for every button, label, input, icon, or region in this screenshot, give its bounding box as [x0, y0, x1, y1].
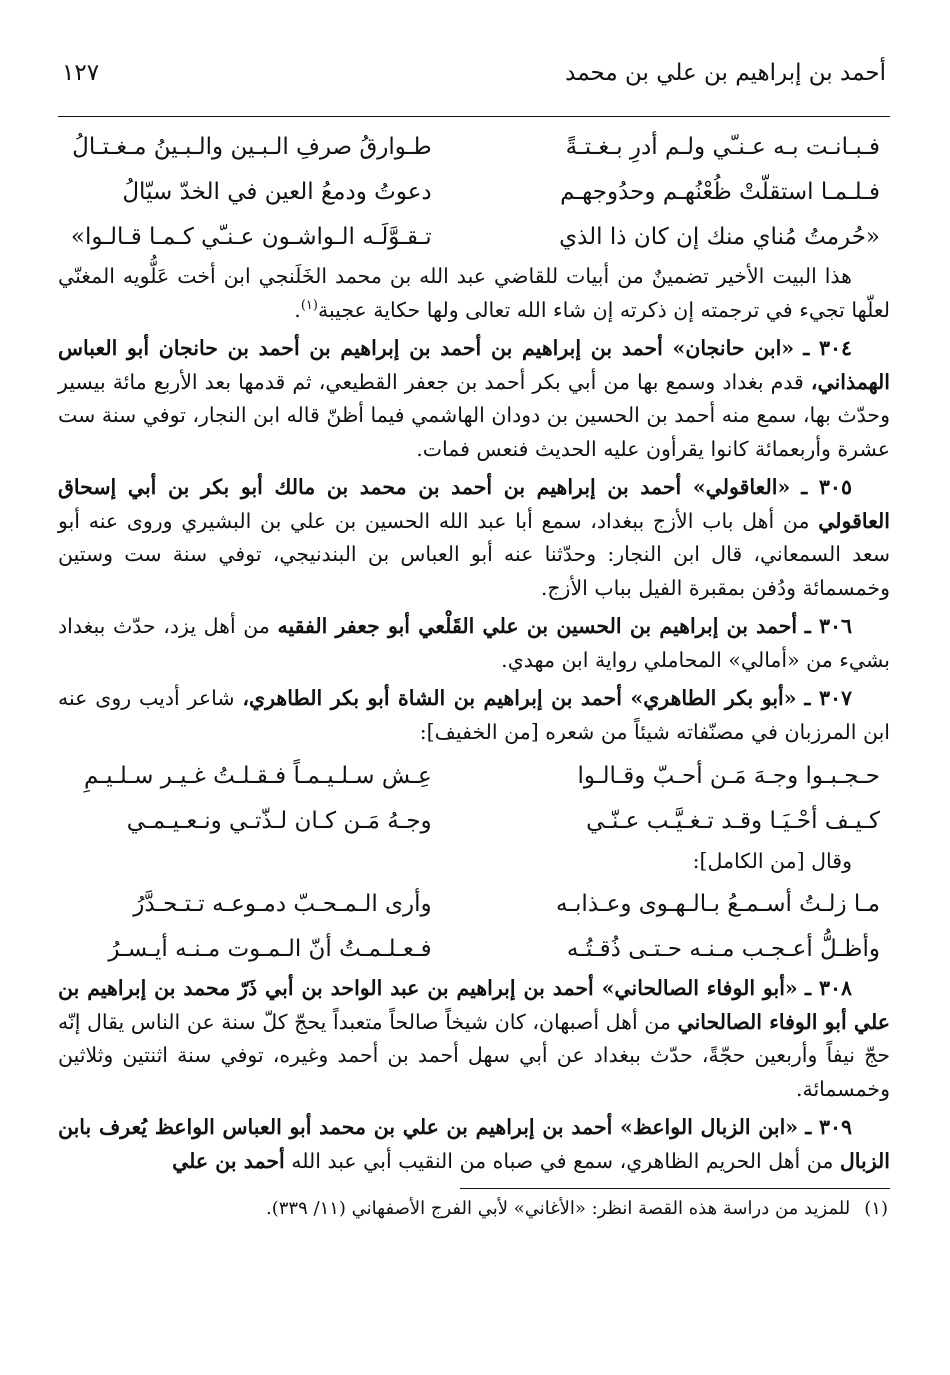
entry-body-bold-end: أحمد بن علي [172, 1148, 285, 1173]
running-title: أحمد بن إبراهيم بن علي بن محمد [565, 60, 886, 86]
entry-heading: أحمد بن إبراهيم بن الحسين بن علي القَلْعي أبو جعفر الفقيه [277, 614, 798, 638]
footnote-text: للمزيد من دراسة هذه القصة انظر: «الأغاني» لأبي الفرج الأصفهاني (١١/ ٣٣٩). [266, 1198, 851, 1219]
second-hemistich: عِـش سـلـيـمـاً فـقـلـتُ غـيـر سـلـيـمِ [84, 763, 432, 789]
footnote-number: (١) [864, 1198, 888, 1219]
entry-308 [58, 972, 890, 1106]
second-hemistich: دعوتُ ودمعُ العين في الخدّ سيّالُ [122, 179, 432, 205]
first-hemistich: فـلـمـا استقلّتْ ظُعْنُهـم وحدُوجهـم [560, 179, 880, 205]
tadmin-end: . [294, 297, 301, 322]
entry-heading: «ابن الزبال الواعظ» أحمد بن إبراهيم بن علي بن محمد أبو العباس الواعظ يُعرف بابن الزبال [58, 1115, 890, 1173]
tadmin-paragraph [58, 260, 890, 327]
entry-heading: «أبو الوفاء الصالحاني» أحمد بن إبراهيم بن عبد الواحد بن أبي ذَرّ محمد بن إبراهيم بن علي أبو الوفاء الصالحاني [58, 976, 890, 1034]
verse [58, 125, 890, 170]
meter-label: وقال [من الكامل]: [692, 849, 852, 873]
entry-number: ٣٠٦ ـ [804, 614, 853, 638]
entry-304 [58, 332, 890, 466]
first-hemistich: مـا زلـتُ أسـمـعُ بـالـهـوى وعـذابـه [555, 891, 880, 917]
entry-309 [58, 1111, 890, 1178]
entry-number: ٣٠٤ ـ [803, 336, 852, 360]
entry-number: ٣٠٥ ـ [801, 475, 852, 499]
second-hemistich: فـعـلـمـتُ أنّ الـمـوت مـنـه أيـسـرُ [108, 936, 432, 962]
entry-305 [58, 471, 890, 605]
entry-307 [58, 682, 890, 749]
first-hemistich: كـيـف أحْـيَـا وقـد تـغـيَّـب عـنّـي [586, 808, 880, 834]
second-hemistich: طـوارقُ صرفِ الـبـين والـبـينُ مـغـتـالُ [72, 134, 432, 160]
poem-2 [58, 754, 890, 844]
entry-body: شاعر أديب روى عنه ابن المرزبان في مصنّفاته شيئاً من شعره [من الخفيف]: [58, 686, 890, 744]
poem-1 [58, 125, 890, 260]
first-hemistich: «حُرمتُ مُناي منك إن كان ذا الذي [559, 224, 880, 250]
running-header [58, 60, 890, 110]
tadmin-text: هذا البيت الأخير تضمينٌ من أبيات للقاضي عبد الله بن محمد الخَلَنجي ابن أخت عَلُّويه المغنّي لعلّها تجيء في ترجمته إن ذكرته إن شاء الله تعالى ولها حكاية عجيبة [58, 264, 890, 322]
second-hemistich: تـقـوَّلَـه الـواشـون عـنـّي كـمـا قـالـوا» [70, 224, 432, 250]
entry-number: ٣٠٧ ـ [804, 686, 852, 710]
entry-body: من أهل يزد، حدّث ببغداد بشيء من «أمالي» المحاملي رواية ابن مهدي. [58, 614, 890, 672]
entry-heading: «ابن حانجان» أحمد بن إبراهيم بن أحمد بن إبراهيم بن أحمد بن حانجان أبو العباس الهمذاني، [58, 336, 890, 394]
verse [58, 215, 890, 260]
entry-306 [58, 610, 890, 677]
verse [58, 882, 890, 927]
first-hemistich: فـبـانـت بـه عـنـّي ولـم أدرِ بـغـتـةً [565, 134, 880, 160]
verse [58, 170, 890, 215]
entry-body: من أهل أصبهان، كان شيخاً صالحاً متعبداً يحجّ كلّ سنة عن الناس يقال إنّه حجّ نيفاً وأربعين حجّةً، حدّث ببغداد عن أبي سهل أحمد بن أحمد وغيره، توفي سنة اثنتين وثلاثين وخمسمائة. [58, 1009, 890, 1101]
first-hemistich: وأظـلُّ أعـجـب مـنـه حـتـى ذُقـتُـه [566, 936, 880, 962]
entry-heading: «العاقولي» أحمد بن إبراهيم بن أحمد بن محمد بن مالك أبو بكر بن أبي إسحاق العاقولي [58, 475, 890, 533]
header-rule [58, 116, 890, 117]
second-hemistich: وجـهُ مَـن كـان لـذّتـي ونـعـيـمـي [126, 808, 432, 834]
verse [58, 754, 890, 799]
verse [58, 927, 890, 972]
footnote [58, 1195, 890, 1223]
book-page [58, 60, 890, 1355]
entry-body: من أهل باب الأزج ببغداد، سمع أبا عبد الله الحسين بن علي بن البشيري وروى عنه أبو سعد السمعاني، قال ابن النجار: وحدّثنا عنه أبو العباس بن البندنيجي، توفي سنة ست وستين وخمسمائة ودُفن بمقبرة الفيل بباب الأزج. [58, 508, 890, 600]
page-number: ١٢٧ [62, 60, 100, 86]
entry-number: ٣٠٩ ـ [805, 1115, 852, 1139]
footnote-reference[interactable]: (١) [300, 297, 318, 313]
entry-body: قدم بغداد وسمع بها من أبي بكر أحمد بن جعفر القطيعي، ثم قدمها بعد الأربع مائة بيسير وحدّث بها، سمع منه أحمد بن الحسين بن دودان الهاشمي فيما أظنّ قاله ابن النجار، توفي سنة ست عشرة وأربعمائة كانوا يقرأون عليه الحديث فنعس فمات. [58, 369, 890, 461]
poem-3 [58, 882, 890, 972]
first-hemistich: حـجـبـوا وجـهَ مَـن أحـبّ وقـالـوا [577, 763, 880, 789]
entry-body: من أهل الحريم الظاهري، سمع في صباه من النقيب أبي عبد الله [284, 1148, 840, 1173]
entry-number: ٣٠٨ ـ [805, 976, 852, 1000]
verse [58, 799, 890, 844]
footnote-rule [460, 1188, 890, 1189]
second-hemistich: وأرى الـمـحـبّ دمـوعـه تـتـحـدَّرُ [133, 891, 432, 917]
entry-heading: «أبو بكر الطاهري» أحمد بن إبراهيم بن الشاة أبو بكر الطاهري، [242, 686, 797, 710]
